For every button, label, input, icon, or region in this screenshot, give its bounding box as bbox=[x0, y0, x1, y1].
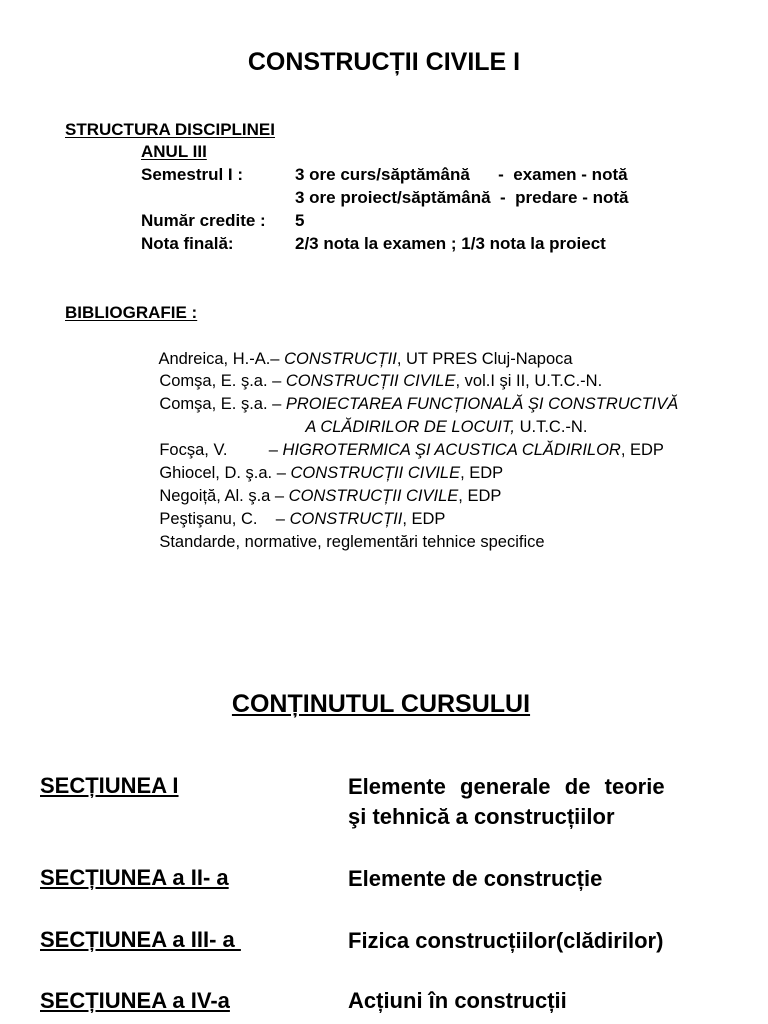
contents-heading: CONȚINUTUL CURSULUI bbox=[231, 690, 531, 718]
section-description-line: şi tehnică a construcțiilor bbox=[348, 804, 615, 829]
year-label: ANUL III bbox=[141, 142, 207, 161]
entry-publisher: , vol.I şi II, U.T.C.-N. bbox=[455, 372, 603, 390]
entry-author: Standarde, normative, reglementări tehnice specifice bbox=[159, 533, 545, 551]
section-description: Fizica construcțiilor(clădirilor) bbox=[348, 928, 664, 953]
section-label: SECȚIUNEA a III- a bbox=[40, 927, 241, 952]
entry-publisher: , EDP bbox=[458, 487, 502, 505]
entry-title: CONSTRUCȚII CIVILE bbox=[288, 487, 459, 505]
credits-value: 5 bbox=[295, 211, 305, 230]
section-description: Acțiuni în construcții bbox=[348, 988, 567, 1013]
bibliography-heading: BIBLIOGRAFIE : bbox=[65, 303, 198, 322]
structure-heading: STRUCTURA DISCIPLINEI bbox=[65, 120, 275, 139]
entry-publisher: , EDP bbox=[620, 441, 664, 459]
section-label: SECȚIUNEA I bbox=[40, 773, 179, 798]
entry-author: Andreica, H.-A.– bbox=[158, 350, 285, 368]
entry-publisher: , UT PRES Cluj-Napoca bbox=[396, 350, 573, 368]
section-description bbox=[348, 772, 665, 832]
entry-publisher: , EDP bbox=[460, 464, 504, 482]
entry-author: Focşa, V. – bbox=[159, 441, 283, 459]
entry-title: PROIECTAREA FUNCȚIONALĂ ŞI CONSTRUCTIVĂ bbox=[285, 395, 679, 413]
entry-author: Comşa, E. ş.a. – bbox=[159, 395, 286, 413]
document-title: CONSTRUCȚII CIVILE I bbox=[247, 48, 521, 76]
entry-author: Peştişanu, C. – bbox=[159, 510, 290, 528]
section-description-line: Elemente generale de teorie bbox=[348, 774, 665, 799]
section-description: Elemente de construcție bbox=[348, 866, 603, 891]
section-label: SECȚIUNEA a II- a bbox=[40, 865, 229, 890]
section-label: SECȚIUNEA a IV-a bbox=[40, 988, 230, 1013]
project-hours: 3 ore proiect/săptămână - predare - notă bbox=[295, 188, 629, 207]
final-grade-label: Nota finală: bbox=[141, 234, 234, 253]
entry-author: Negoiță, Al. ş.a – bbox=[159, 487, 289, 505]
entry-title: CONSTRUCȚII CIVILE bbox=[290, 464, 461, 482]
entry-title: CONSTRUCȚII CIVILE bbox=[285, 372, 456, 390]
bibliography-entry bbox=[141, 508, 545, 577]
semester-label: Semestrul I : bbox=[141, 165, 244, 184]
entry-publisher: , EDP bbox=[402, 510, 446, 528]
entry-author: Comşa, E. ş.a. – bbox=[159, 372, 286, 390]
entry-title: A CLĂDIRILOR DE LOCUIT, bbox=[305, 418, 516, 436]
credits-label: Număr credite : bbox=[141, 211, 266, 230]
entry-author: Ghiocel, D. ş.a. – bbox=[159, 464, 291, 482]
entry-publisher: U.T.C.-N. bbox=[515, 418, 588, 436]
entry-title: HIGROTERMICA ŞI ACUSTICA CLĂDIRILOR bbox=[282, 441, 621, 459]
final-grade-value: 2/3 nota la examen ; 1/3 nota la proiect bbox=[295, 234, 606, 253]
entry-title: CONSTRUCȚII bbox=[289, 510, 403, 528]
lecture-hours: 3 ore curs/săptămână - examen - notă bbox=[295, 165, 628, 184]
entry-title: CONSTRUCȚII bbox=[284, 350, 397, 368]
